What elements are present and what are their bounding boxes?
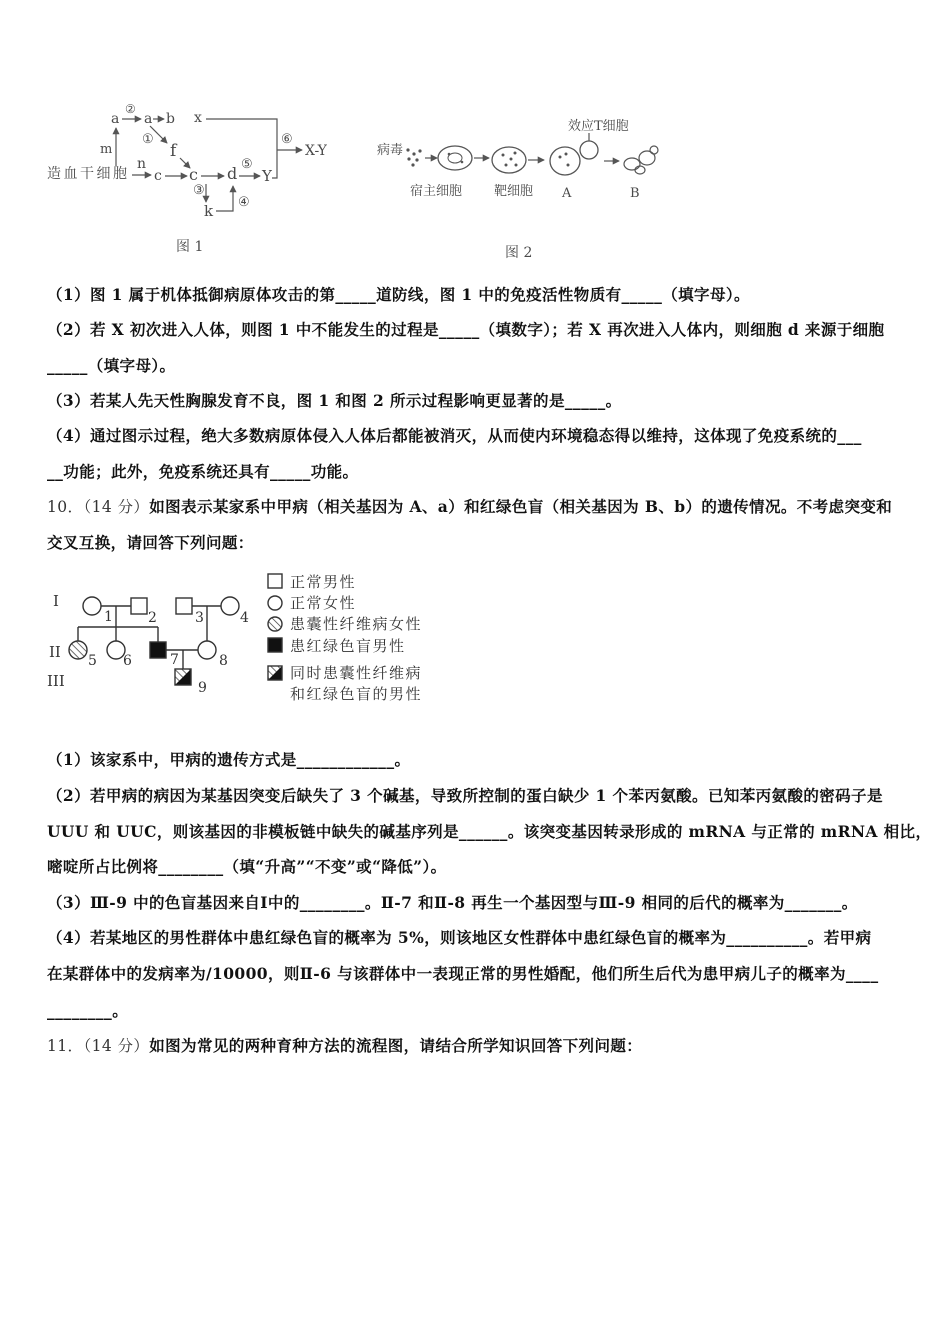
q11-number: 11． <box>47 1037 84 1055</box>
virus-label: 病毒 <box>377 143 404 158</box>
virus-particles <box>406 148 421 166</box>
label-c-first: c <box>154 168 162 184</box>
step-4-label: ④ <box>238 195 250 210</box>
legend-normal-female-symbol <box>268 596 282 610</box>
individual-2-normal-male <box>131 598 147 614</box>
legend-color-blind-male-symbol <box>268 638 282 652</box>
cell-a-icon <box>550 147 580 175</box>
legend-color-blind-male-label: 患红绿色盲男性 <box>290 637 406 655</box>
q9-part-3-line-1: （3）若某人先天性胸腺发育不良，图 1 和图 2 所示过程影响更显著的是_____。 <box>47 391 622 410</box>
label-c-second: c <box>189 165 198 184</box>
connector-k-to-d <box>216 186 233 211</box>
q11-score: （14 分） <box>83 1037 150 1055</box>
host-cell-icon <box>438 146 472 170</box>
legend-affected-female-symbol <box>268 617 282 631</box>
individual-8-normal-female <box>198 641 216 659</box>
individual-9-number: 9 <box>198 680 207 696</box>
step-6-label: ⑥ <box>281 132 293 147</box>
label-x-y: X-Y <box>305 143 327 159</box>
label-d: d <box>227 164 238 183</box>
effector-t-cell-icon <box>580 141 598 159</box>
q10-part-4-line-2: 在某群体中的发病率为/10000，则Ⅱ-6 与该群体中一表现正常的男性婚配，他们所生后代为患甲病儿子的概率为____ <box>47 964 879 983</box>
individual-2-number: 2 <box>148 610 157 626</box>
legend-both-affected-male-label-2: 和红绿色盲的男性 <box>290 685 423 703</box>
step-5-label: ⑤ <box>241 157 253 172</box>
q9-part-2-line-1: （2）若 X 初次进入人体，则图 1 中不能发生的过程是_____（填数字）；若 X 再次进入人体内，则细胞 d 来源于细胞 <box>47 320 885 339</box>
individual-3-normal-male <box>176 598 192 614</box>
legend-affected-female-label: 患囊性纤维病女性 <box>290 615 423 633</box>
cell-b-label: B <box>630 186 640 201</box>
target-cell-label: 靶细胞 <box>494 184 534 199</box>
q11-stem-line-1 <box>47 1036 642 1056</box>
q10-part-4-line-3: ________。 <box>47 1001 129 1020</box>
q10-score: （14 分） <box>83 498 150 516</box>
individual-4-number: 4 <box>240 610 249 626</box>
individual-5-affected-female <box>69 641 87 659</box>
host-cell-label: 宿主细胞 <box>410 184 463 199</box>
label-a-first: a <box>111 111 120 127</box>
legend-both-affected-male-label-1: 同时患囊性纤维病 <box>290 664 423 682</box>
step-2-label: ② <box>125 102 136 116</box>
individual-7-number: 7 <box>170 652 179 668</box>
individual-1-number: 1 <box>104 609 113 625</box>
individual-6-number: 6 <box>123 653 132 669</box>
label-a-second: a <box>144 111 153 127</box>
legend-normal-female-label: 正常女性 <box>290 594 357 612</box>
hematopoietic-stem-cell-label: 造血干细胞 <box>47 166 130 182</box>
legend-normal-male-label: 正常男性 <box>290 573 357 591</box>
legend-normal-male-symbol <box>268 574 282 588</box>
q9-part-4-line-1: （4）通过图示过程，绝大多数病原体侵入人体后都能被消灭，从而使内环境稳态得以维持，这体现了免疫系统的___ <box>47 426 862 445</box>
pedigree-chart <box>0 560 460 710</box>
q10-stem-text-1: 如图表示某家系中甲病（相关基因为 A、a）和红绿色盲（相关基因为 B、b）的遗传情况。不考虑突变和 <box>149 497 893 516</box>
q10-part-4-line-1: （4）若某地区的男性群体中患红绿色盲的概率为 5%，则该地区女性群体中患红绿色盲的概率为__________。若甲病 <box>47 928 872 947</box>
q10-stem-line-1 <box>47 497 892 517</box>
individual-3-number: 3 <box>195 610 204 626</box>
effector-t-cell-label: 效应T细胞 <box>568 119 629 134</box>
q10-part-1-line-1: （1）该家系中，甲病的遗传方式是____________。 <box>47 750 411 769</box>
individual-7-color-blind-male <box>150 642 166 658</box>
q10-part-3-line-1: （3）Ⅲ-9 中的色盲基因来自Ⅰ中的________。Ⅱ-7 和Ⅱ-8 再生一个基因型与Ⅲ-9 相同的后代的概率为_______。 <box>47 893 858 912</box>
label-b: b <box>166 111 175 127</box>
generation-3-label: III <box>47 672 65 690</box>
figure-1-immune-diagram <box>0 0 360 270</box>
label-n: n <box>137 156 147 172</box>
label-k: k <box>204 202 214 220</box>
q9-part-4-line-2: __功能；此外，免疫系统还具有_____功能。 <box>47 462 359 481</box>
label-x: x <box>194 110 202 126</box>
label-f: f <box>170 141 177 161</box>
individual-4-normal-female <box>221 597 239 615</box>
figure-2-cell-immunity-diagram <box>360 0 680 270</box>
individual-8-number: 8 <box>219 653 228 669</box>
legend-both-affected-male-symbol <box>268 666 282 680</box>
individual-5-number: 5 <box>88 653 97 669</box>
cell-a-label: A <box>562 186 572 201</box>
q10-number: 10． <box>47 498 84 516</box>
generation-2-label: II <box>49 643 61 661</box>
cell-b-icon <box>624 146 658 174</box>
q10-stem-line-2: 交叉互换，请回答下列问题： <box>47 533 254 552</box>
target-cell-icon <box>492 147 526 173</box>
q11-stem-text: 如图为常见的两种育种方法的流程图，请结合所学知识回答下列问题： <box>149 1036 643 1055</box>
q9-part-1-line-1: （1）图 1 属于机体抵御病原体攻击的第_____道防线，图 1 中的免疫活性物质有_____（填字母）。 <box>47 285 750 304</box>
figure-1-caption: 图 1 <box>176 239 204 255</box>
step-1-label: ① <box>142 132 154 147</box>
individual-1-normal-female <box>83 597 101 615</box>
q10-part-2-line-2: UUU 和 UUC，则该基因的非模板链中缺失的碱基序列是______。该突变基因转录形成的 mRNA 与正常的 mRNA 相比， <box>47 822 932 841</box>
figure-2-caption: 图 2 <box>505 245 533 261</box>
step-3-label: ③ <box>193 183 205 198</box>
q10-part-2-line-1: （2）若甲病的病因为某基因突变后缺失了 3 个碱基，导致所控制的蛋白缺少 1 个苯丙氨酸。已知苯丙氨酸的密码子是 <box>47 786 883 805</box>
generation-1-label: I <box>53 592 59 610</box>
individual-9-both-affected-male <box>175 669 191 685</box>
label-y: Y <box>262 167 272 185</box>
label-m: m <box>100 142 113 157</box>
q9-part-2-line-2: _____（填字母）。 <box>47 356 176 375</box>
q10-part-2-line-3: 嘧啶所占比例将________（填“升高”“不变”或“降低”）。 <box>47 857 447 876</box>
